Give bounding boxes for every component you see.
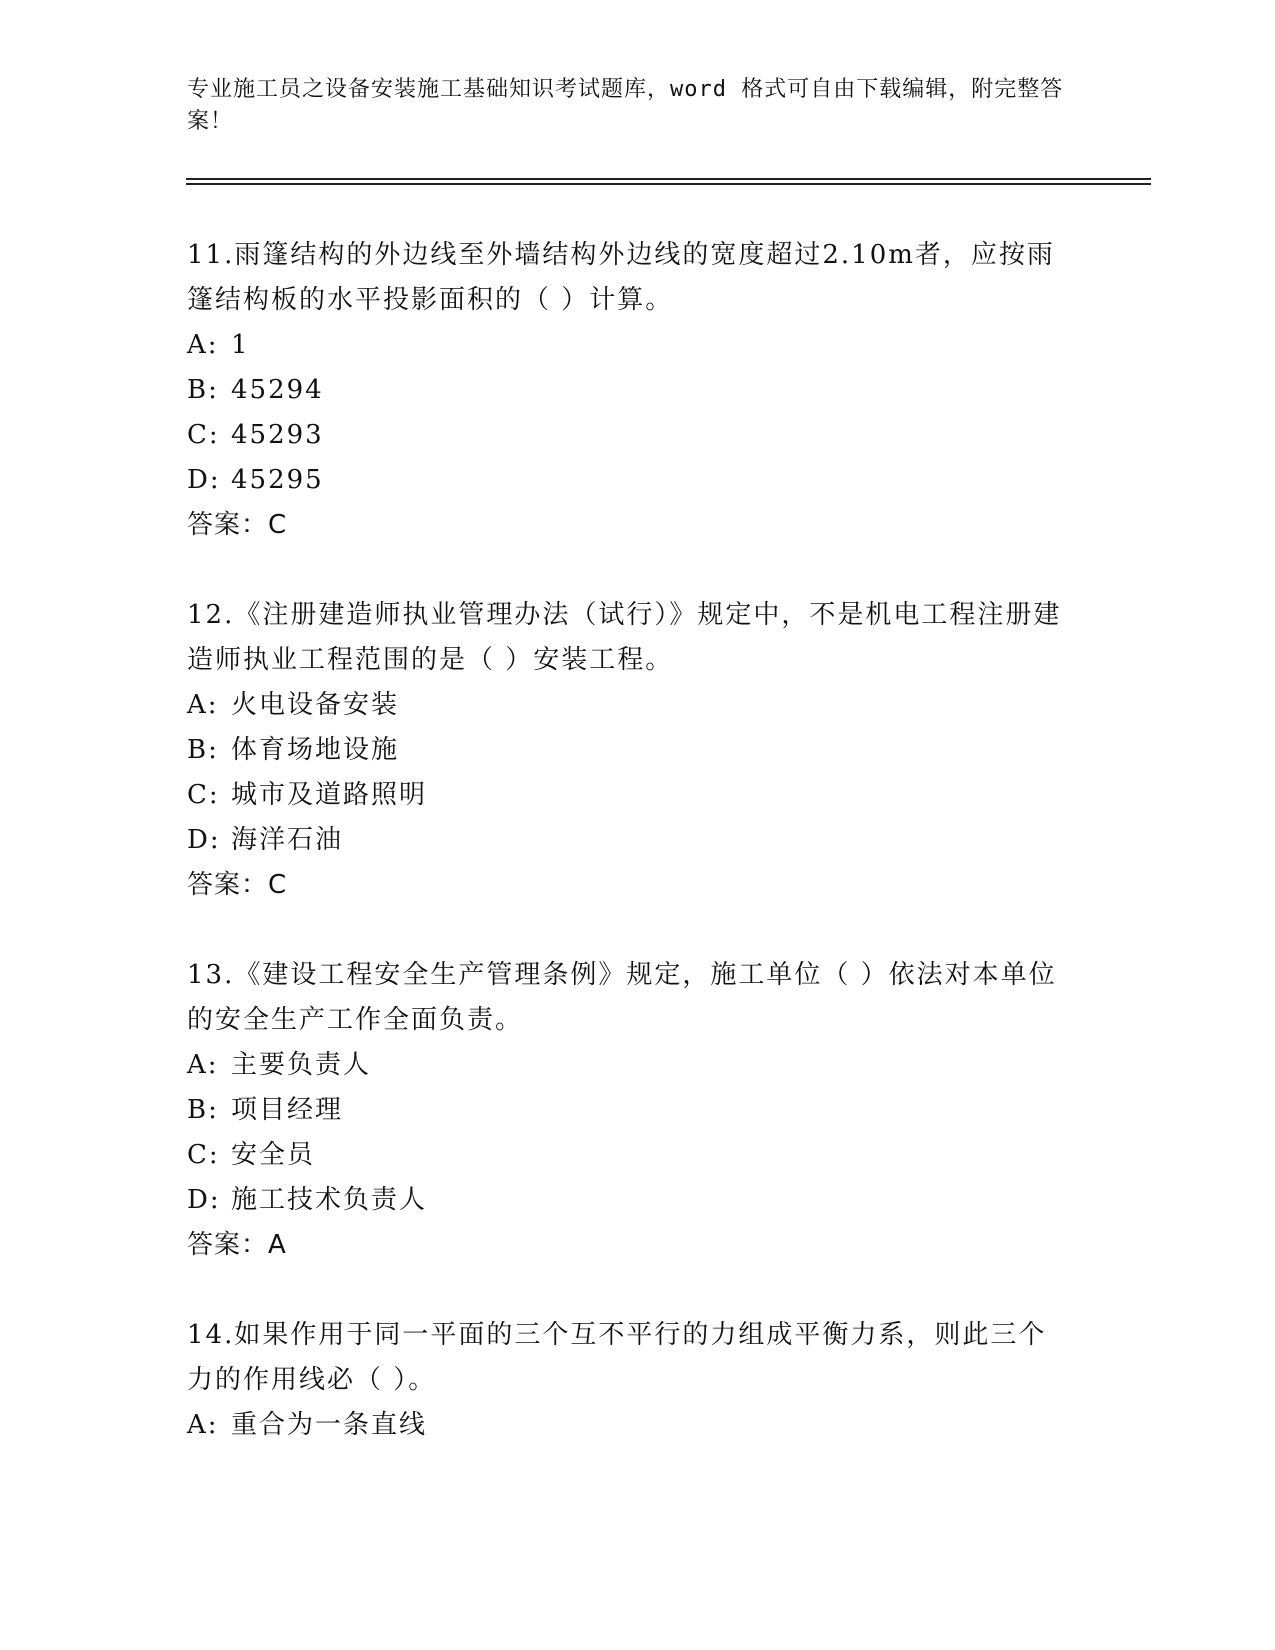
question-stem: 12.《注册建造师执业管理办法（试行）》规定中，不是机电工程注册建造师执业工程范围的是（ ）安装工程。 [187,600,1062,675]
question-13 [187,953,1067,1268]
option-a [187,1043,1067,1088]
option-d [187,458,1067,503]
option-text: 重合为一条直线 [231,1410,428,1440]
option-text: 施工技术负责人 [231,1185,428,1215]
option-letter: A: [187,1050,219,1080]
option-letter: A: [187,330,219,360]
option-letter: B: [187,1095,219,1125]
question-stem: 13.《建设工程安全生产管理条例》规定，施工单位（ ）依法对本单位的安全生产工作全面负责。 [187,960,1057,1035]
question-11 [187,233,1067,548]
option-a [187,683,1067,728]
option-b [187,368,1067,413]
option-letter: D: [187,465,221,495]
option-a [187,1403,1067,1448]
option-text: 45293 [231,420,324,450]
option-letter: D: [187,1185,221,1215]
option-text: 安全员 [231,1140,316,1170]
option-letter: B: [187,375,219,405]
option-c [187,1133,1067,1178]
option-text: 火电设备安装 [231,690,400,720]
question-stem: 14.如果作用于同一平面的三个互不平行的力组成平衡力系，则此三个力的作用线必（ ）。 [187,1320,1047,1395]
option-text: 45294 [231,375,324,405]
option-letter: A: [187,1410,219,1440]
option-letter: A: [187,690,219,720]
option-letter: D: [187,825,221,855]
option-letter: C: [187,1140,220,1170]
question-14 [187,1313,1067,1448]
option-text: 城市及道路照明 [231,780,428,810]
option-text: 体育场地设施 [231,735,400,765]
option-letter: C: [187,420,220,450]
option-letter: B: [187,735,219,765]
answer-line: 答案：C [187,870,288,900]
option-a [187,323,1067,368]
option-b [187,1088,1067,1133]
option-text: 海洋石油 [231,825,344,855]
option-c [187,413,1067,458]
option-letter: C: [187,780,220,810]
header-divider-top [186,178,1151,180]
option-text: 主要负责人 [231,1050,372,1080]
answer-line: 答案：C [187,510,288,540]
option-text: 45295 [231,465,324,495]
option-c [187,773,1067,818]
document-header-title: 专业施工员之设备安装施工基础知识考试题库，word 格式可自由下载编辑，附完整答案！ [187,77,1064,134]
option-d [187,818,1067,863]
question-12 [187,593,1067,908]
option-d [187,1178,1067,1223]
option-b [187,728,1067,773]
option-text: 1 [231,330,250,360]
question-stem: 11.雨篷结构的外边线至外墙结构外边线的宽度超过2.10m者，应按雨篷结构板的水平投影面积的（ ）计算。 [187,240,1055,315]
option-text: 项目经理 [231,1095,344,1125]
answer-line: 答案：A [187,1230,287,1260]
header-divider-bottom [186,183,1151,185]
